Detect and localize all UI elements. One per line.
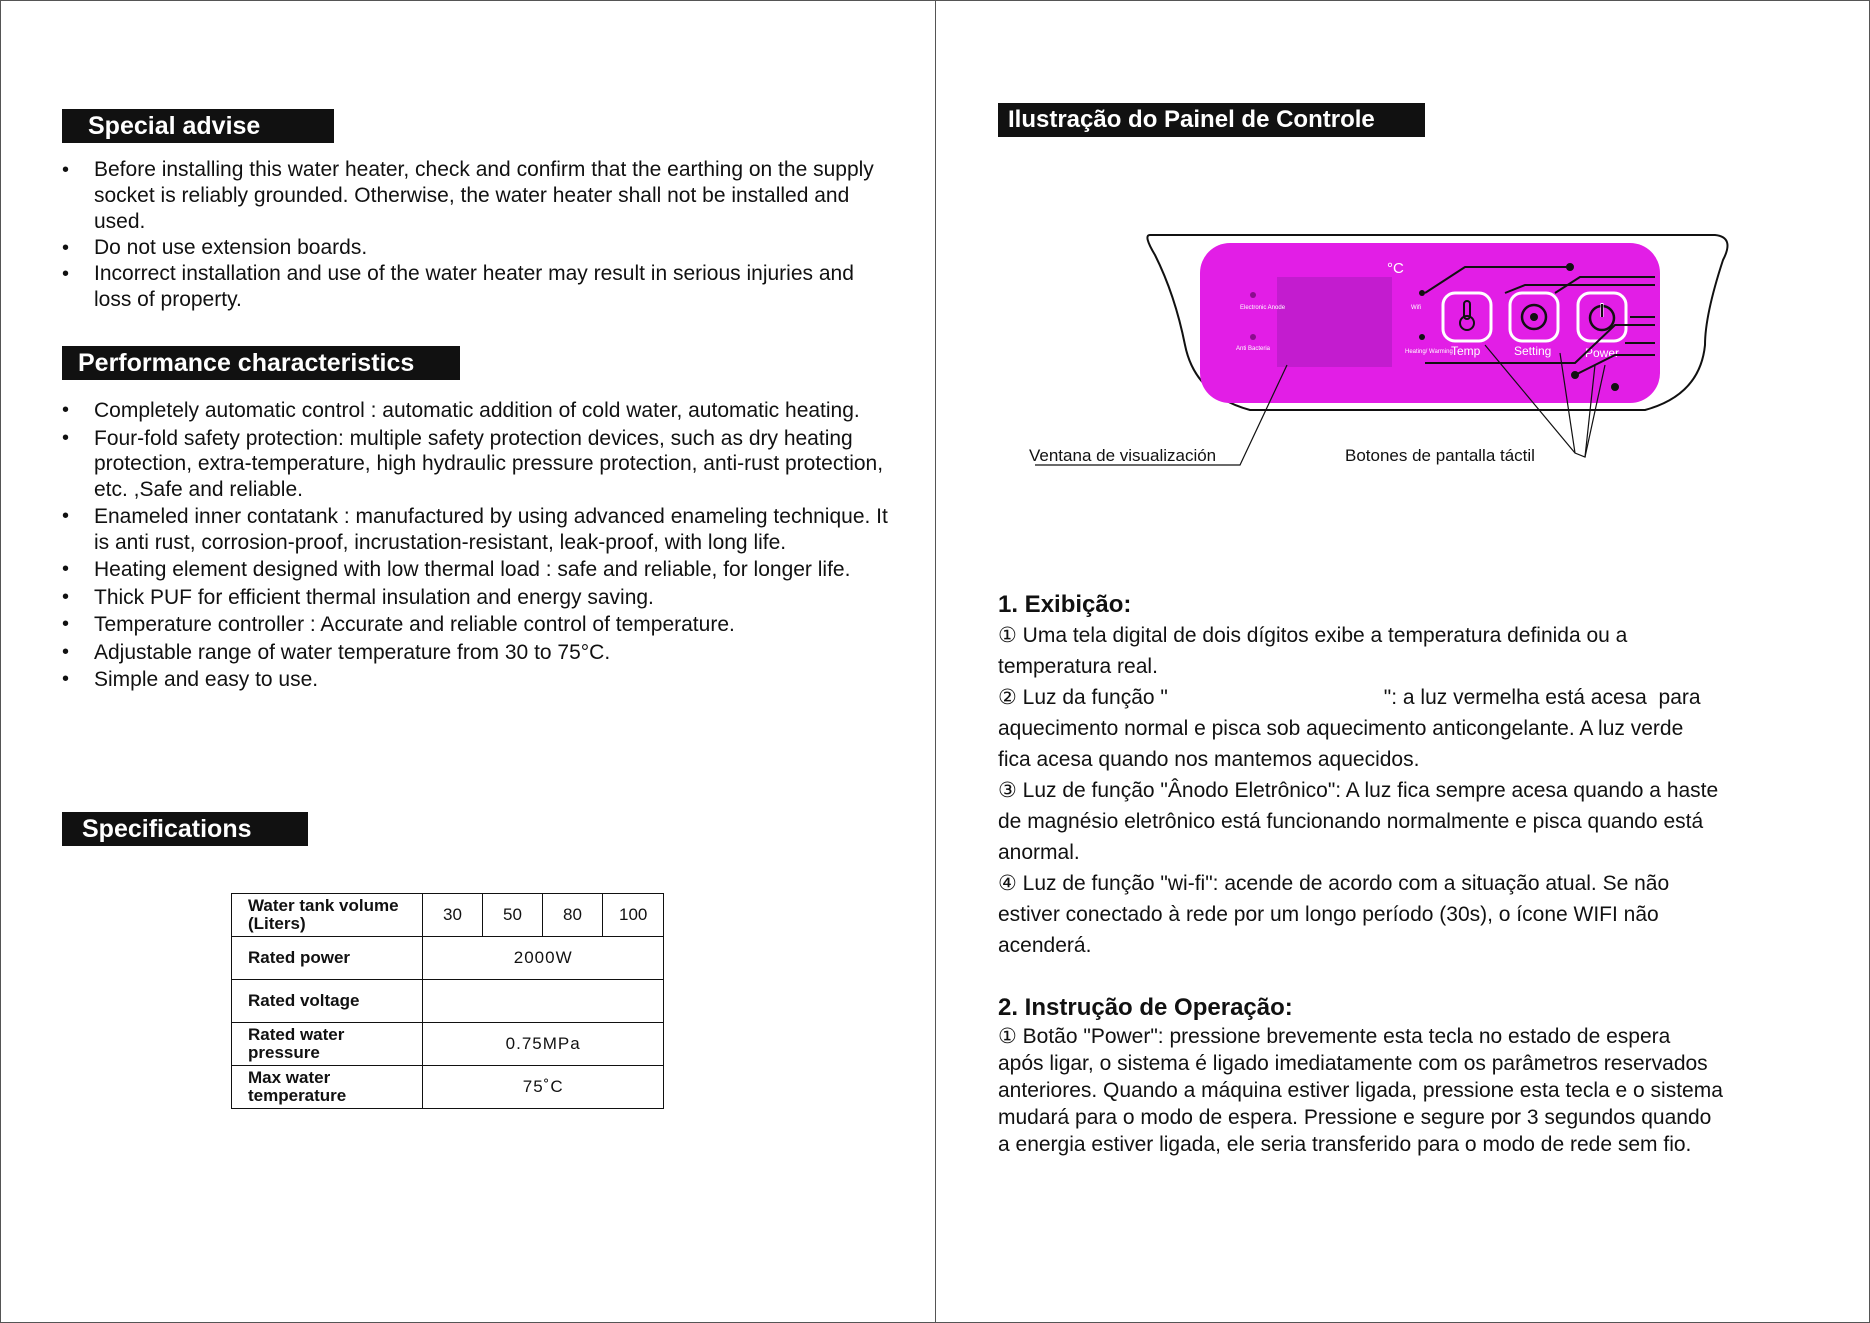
paragraph-line: mudará para o modo de espera. Pressione e segure por 3 segundos quando (998, 1106, 1712, 1129)
list-item: • Completely automatic control : automatic addition of cold water, automatic heating. (62, 398, 902, 424)
paragraph-line: ② Luz da função " ": a luz vermelha está acesa para (998, 686, 1701, 709)
table-row (232, 894, 664, 937)
maxtemp-label: Max water temperature (232, 1066, 423, 1109)
list-item: • Enameled inner contatank : manufactured by using advanced enameling technique. It is anti rust, corrosion-proof, incrustation-resistant, leak-proof, with long life. (62, 504, 902, 555)
section-operation (998, 992, 1818, 1158)
section-title: 2. Instrução de Operação: (998, 994, 1293, 1021)
paragraph-line: ③ Luz de função "Ânodo Eletrônico": A luz fica sempre acesa quando a haste (998, 779, 1719, 802)
paragraph-line: anormal. (998, 841, 1080, 864)
table-row (232, 1066, 664, 1109)
list-item: • Incorrect installation and use of the water heater may result in serious injuries and loss of property. (62, 261, 882, 313)
special-advise-list (62, 157, 882, 313)
list-item: • Four-fold safety protection: multiple safety protection devices, such as dry heating protection, extra-temperature, high hydraulic pressure protection, anti-rust protection, etc. ,Safe and reliable. (62, 426, 902, 503)
display-window-callout: Ventana de visualización (1029, 446, 1217, 465)
paragraph-line: ④ Luz de função "wi-fi": acende de acordo com a situação atual. Se não (998, 872, 1670, 895)
paragraph-line: anteriores. Quando a máquina estiver ligada, pressione esta tecla e o sistema (998, 1079, 1723, 1102)
table-row (232, 1023, 664, 1066)
pressure-value: 0.75MPa (423, 1023, 664, 1066)
display-window (1277, 277, 1392, 367)
paragraph-line: estiver conectado à rede por um longo período (30s), o ícone WIFI não (998, 903, 1659, 926)
table-row (232, 980, 664, 1023)
indicator-dot (1250, 292, 1256, 298)
paragraph-line: fica acesa quando nos mantemos aquecidos. (998, 748, 1420, 771)
volume-label: Water tank volume (Liters) (232, 894, 423, 937)
section-exhibition (998, 589, 1818, 961)
pressure-label: Rated water pressure (232, 1023, 423, 1066)
label-electronic-anode: Electronic Anode (1240, 305, 1286, 311)
indicator-dot (1250, 334, 1256, 340)
list-item: • Before installing this water heater, check and confirm that the earthing on the supply socket is reliably grounded. Otherwise, the water heater shall not be installed and used. (62, 157, 882, 235)
paragraph-line: ① Botão "Power": pressione brevemente esta tecla no estado de espera (998, 1025, 1671, 1048)
list-item: • Thick PUF for efficient thermal insulation and energy saving. (62, 585, 902, 611)
paragraph-line: ① Uma tela digital de dois dígitos exibe a temperatura definida ou a (998, 624, 1628, 647)
special-advise-heading: Special advise (62, 109, 334, 143)
voltage-label: Rated voltage (232, 980, 423, 1023)
power-label: Rated power (232, 937, 423, 980)
volume-50: 50 (483, 894, 543, 937)
list-item: • Temperature controller : Accurate and reliable control of temperature. (62, 612, 902, 638)
specifications-heading: Specifications (62, 812, 308, 846)
setting-label: Setting (1514, 344, 1552, 358)
table-row (232, 937, 664, 980)
power-label: Power (1585, 346, 1620, 360)
temp-label: Temp (1451, 344, 1481, 358)
section-title: 1. Exibição: (998, 591, 1132, 618)
touch-buttons-callout: Botones de pantalla táctil (1345, 446, 1535, 465)
list-item: • Simple and easy to use. (62, 667, 902, 693)
page-divider (935, 0, 936, 1323)
label-wifi: Wifi (1411, 305, 1421, 311)
panel-heading: Ilustração do Painel de Controle (998, 103, 1425, 137)
celsius-symbol: °C (1387, 260, 1404, 277)
voltage-value (423, 980, 664, 1023)
volume-30: 30 (423, 894, 483, 937)
control-panel-illustration (1015, 225, 1745, 485)
paragraph-line: após ligar, o sistema é ligado imediatamente com os parâmetros reservados (998, 1052, 1708, 1075)
indicator-dot (1419, 290, 1425, 296)
indicator-dot (1419, 334, 1425, 340)
list-item: • Heating element designed with low thermal load : safe and reliable, for longer life. (62, 557, 902, 583)
maxtemp-value: 75˚C (423, 1066, 664, 1109)
paragraph-line: de magnésio eletrônico está funcionando normalmente e pisca quando está (998, 810, 1704, 833)
paragraph-line: a energia estiver ligada, ele seria transferido para o modo de rede sem fio. (998, 1133, 1692, 1156)
paragraph-line: acenderá. (998, 934, 1092, 957)
label-heating-warming: Heating/ Warming (1405, 349, 1453, 355)
list-item: • Do not use extension boards. (62, 235, 882, 261)
volume-80: 80 (543, 894, 603, 937)
power-value: 2000W (423, 937, 664, 980)
specifications-table (231, 893, 664, 1109)
list-item: • Adjustable range of water temperature from 30 to 75°C. (62, 640, 902, 666)
paragraph-line: temperatura real. (998, 655, 1158, 678)
performance-list (62, 398, 902, 693)
performance-heading: Performance characteristics (62, 346, 460, 380)
paragraph-line: aquecimento normal e pisca sob aquecimento anticongelante. A luz verde (998, 717, 1684, 740)
volume-100: 100 (603, 894, 664, 937)
label-anti-bacteria: Anti Bacteria (1236, 346, 1271, 352)
